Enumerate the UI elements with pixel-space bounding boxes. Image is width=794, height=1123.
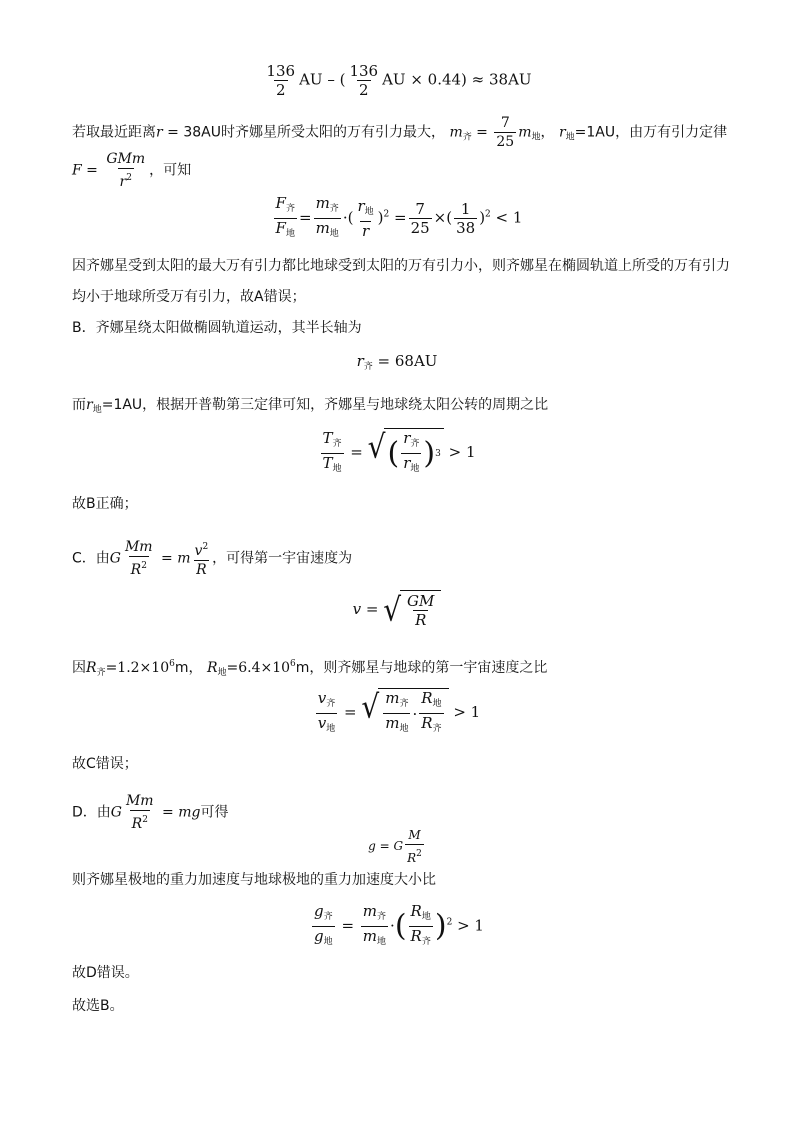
math-token: 25 — [496, 134, 515, 150]
math-token: 齐 — [326, 698, 336, 709]
math-token: 2 — [446, 917, 453, 928]
math-part — [316, 689, 338, 738]
math-token: 2 — [275, 81, 286, 99]
equation-distance — [0, 62, 794, 99]
text-line: 故选B。 — [72, 998, 124, 1014]
math-token: GMm — [106, 151, 146, 167]
math-token: R — [410, 927, 422, 945]
text-line: 均小于地球所受万有引力，故A错误； — [72, 289, 306, 305]
math-token: m — [315, 219, 330, 237]
math-token: = — [471, 124, 488, 141]
math-token: =6.4×10 — [226, 660, 291, 676]
math-token: m， — [174, 660, 203, 676]
math-token: m — [449, 124, 463, 141]
math-part — [123, 538, 155, 579]
math-token: = G — [375, 839, 404, 853]
math-token: R — [421, 689, 433, 707]
text-line — [72, 538, 352, 579]
text-line: 则齐娜星极地的重力加速度与地球极地的重力加速度大小比 — [72, 872, 436, 888]
text-line — [72, 654, 547, 683]
math-token: ) — [377, 208, 384, 227]
math-token: m — [518, 124, 532, 141]
math-token: 2 — [485, 209, 491, 220]
math-part — [314, 194, 341, 218]
math-token: m — [362, 902, 378, 920]
math-token: 而 — [72, 397, 86, 413]
math-part: $\frac{m_齐}{m_地}$ · $\frac{R_地}{R_齐}$ — [378, 688, 448, 738]
math-token: 齐 — [96, 668, 106, 678]
math-part — [321, 429, 344, 478]
math-token: 齐 — [410, 439, 420, 449]
math-token: r — [156, 124, 163, 141]
math-token: 齐 — [332, 438, 342, 449]
math-token: T — [322, 453, 333, 472]
math-token: r — [119, 174, 127, 190]
equation-gravity-ratio: $\frac{g_齐}{g_地}$ = $\frac{m_齐}{m_地}$ ·( $\frac{R_地}{R_齐}$ )$^2$ > 1 — [0, 902, 794, 951]
math-token: =1.2×10 — [105, 660, 170, 676]
math-part — [274, 194, 297, 243]
math-part — [454, 200, 477, 237]
math-token: 2 — [126, 173, 132, 183]
math-part: ) — [423, 435, 436, 471]
text-line — [72, 395, 548, 420]
math-token: 齐 — [432, 724, 442, 734]
math-token: 地 — [285, 229, 295, 239]
math-token: 2 — [383, 209, 390, 220]
math-token: 齐 — [462, 132, 472, 143]
math-part: √ — [383, 590, 402, 629]
math-part — [419, 713, 443, 738]
math-token: g — [368, 839, 376, 853]
text-line: 故C错误； — [72, 756, 138, 772]
math-part — [312, 902, 335, 926]
math-token: r — [558, 124, 566, 141]
math-token: G — [110, 804, 122, 821]
math-token: F — [72, 162, 82, 179]
equation-gravity — [0, 826, 794, 867]
math-token: 地 — [92, 405, 102, 415]
math-part — [405, 844, 424, 867]
math-token: 地 — [364, 207, 374, 217]
math-part — [274, 194, 297, 218]
math-token: 7 — [415, 200, 425, 218]
math-token: r — [403, 454, 411, 472]
math-token: ×( — [433, 208, 453, 227]
math-part: ( — [387, 435, 400, 471]
fraction — [347, 62, 380, 99]
math-token: v — [352, 600, 362, 618]
math-token: R — [131, 816, 143, 832]
text-line — [72, 150, 191, 191]
math-token: = — [156, 550, 178, 567]
math-token: 地 — [217, 668, 227, 678]
math-part — [409, 902, 433, 951]
math-part: ) — [434, 908, 447, 944]
math-token: 齐 — [377, 912, 387, 922]
math-part — [384, 428, 443, 478]
math-part — [401, 429, 421, 453]
math-part — [321, 429, 344, 453]
math-token: 7 — [500, 115, 510, 131]
math-token: 地 — [410, 464, 420, 474]
math-token: = mg — [157, 804, 201, 821]
math-token: r — [86, 397, 93, 413]
math-part — [361, 902, 388, 951]
math-token: m — [385, 714, 400, 732]
math-token: 齐 — [421, 937, 431, 947]
math-token: GM — [407, 592, 435, 610]
math-token: D．由 — [72, 804, 111, 821]
math-token: R — [196, 562, 207, 578]
text-line: 因齐娜星受到太阳的最大万有引力都比地球受到太阳的万有引力小，则齐娜星在椭圆轨道上所受的万有引力 — [72, 258, 730, 274]
math-part — [321, 453, 344, 478]
math-token: = 68AU — [372, 352, 438, 370]
text-line: 故B正确； — [72, 496, 138, 512]
math-part — [361, 902, 388, 926]
math-token: 2 — [142, 815, 148, 825]
math-token: = — [361, 600, 384, 618]
math-token: 1 — [460, 200, 471, 218]
math-token: 25 — [410, 219, 430, 237]
math-token: R — [415, 611, 427, 629]
math-part — [316, 689, 338, 713]
math-token: < 1 — [490, 208, 523, 227]
math-token: m — [362, 927, 378, 945]
math-token: T — [322, 428, 333, 447]
fraction — [264, 62, 297, 99]
math-token: 地 — [531, 132, 541, 143]
math-token: 6 — [290, 659, 296, 669]
math-token: 38 — [456, 219, 476, 237]
math-part — [401, 429, 421, 478]
math-token: 齐 — [329, 204, 339, 214]
math-token: = — [81, 162, 103, 179]
math-token: 因 — [72, 660, 86, 676]
math-token: F — [275, 194, 286, 212]
math-token: m — [177, 550, 191, 567]
text-line: B．齐娜星绕太阳做椭圆轨道运动，其半长轴为 — [72, 320, 362, 336]
math-token: 2 — [358, 81, 369, 99]
math-part — [383, 713, 410, 738]
math-token: Mm — [124, 539, 153, 555]
math-part: √ — [367, 427, 386, 466]
math-token: R — [407, 851, 417, 865]
math-part — [129, 556, 149, 579]
math-token: g — [314, 902, 324, 920]
math-part — [368, 428, 444, 478]
math-token: 2 — [141, 561, 147, 571]
math-token: = — [394, 208, 407, 227]
math-token: r — [361, 222, 370, 240]
math-part — [409, 926, 433, 951]
math-token: R — [421, 714, 433, 732]
math-token: 可得 — [200, 804, 229, 821]
math-part — [409, 200, 432, 237]
math-token: r — [356, 352, 364, 370]
math-token: 6 — [169, 659, 175, 669]
math-part — [314, 194, 341, 243]
math-part — [316, 713, 338, 738]
equation-semi-major-axis — [0, 352, 794, 372]
math-part — [401, 453, 421, 478]
math-token: 齐 — [399, 699, 409, 709]
math-part — [312, 902, 335, 951]
math-token: 地 — [421, 912, 431, 922]
math-part: ( — [394, 908, 407, 944]
math-part — [361, 926, 388, 951]
math-token: 地 — [332, 463, 342, 474]
fraction — [104, 150, 147, 191]
math-token: 地 — [399, 724, 409, 734]
math-token: ，可知 — [149, 162, 192, 179]
math-token: C．由 — [72, 550, 110, 567]
math-token: v — [317, 713, 327, 732]
math-part — [383, 689, 410, 738]
equation-force-ratio: $\frac{F_齐}{F_地}$ = $\frac{m_齐}{m_地}$ ·( $\frac{r_地}{r}$ )$^2$ = $\frac{7}{25}$ ×( $\frac{1}{38}$ )$^2$ < 1 — [0, 194, 794, 243]
math-token: Mm — [125, 793, 154, 809]
math-part — [405, 592, 436, 629]
math-part: √ — [361, 687, 380, 726]
math-token: 2 — [416, 849, 422, 859]
math-token: 若取最近距离 — [72, 124, 156, 141]
fraction — [494, 114, 516, 151]
math-token: 地 — [326, 723, 336, 734]
math-part — [193, 538, 211, 560]
math-part — [409, 902, 433, 926]
math-token: G — [109, 550, 121, 567]
math-token: g — [314, 927, 324, 945]
math-token: 3 — [435, 448, 441, 459]
math-token: 地 — [377, 937, 387, 947]
math-token: 地 — [323, 937, 333, 947]
math-token: R — [130, 562, 142, 578]
math-part — [419, 689, 443, 738]
math-token: ， — [540, 124, 555, 141]
math-token: – ( — [322, 70, 346, 89]
equation-first-cosmic-velocity — [0, 590, 794, 630]
math-part — [405, 826, 424, 867]
math-token: F — [275, 219, 286, 237]
text-line: 故D错误。 — [72, 965, 139, 981]
math-token: 齐 — [323, 912, 333, 922]
math-part — [193, 538, 211, 579]
math-part — [383, 590, 441, 630]
math-token: 136 — [266, 62, 296, 80]
equation-velocity-ratio: $\frac{v_齐}{v_地}$ = √ $\frac{m_齐}{m_地}$ · $\frac{R_地}{R_齐}$ > 1 — [0, 688, 794, 738]
math-token: 齐 — [285, 204, 295, 214]
math-token: v — [317, 688, 327, 707]
math-token: 136 — [349, 62, 379, 80]
math-part — [314, 218, 341, 243]
math-token: R — [86, 660, 97, 676]
math-part — [118, 168, 134, 191]
math-part — [419, 689, 443, 713]
math-part — [400, 590, 441, 630]
math-token: > 1 — [452, 916, 484, 935]
math-token: m，则齐娜星与地球的第一宇宙速度之比 — [295, 660, 548, 676]
math-token: AU — [299, 70, 323, 89]
math-part — [312, 926, 335, 951]
math-part — [355, 197, 375, 221]
math-token: AU × 0.44) ≈ 38AU — [382, 70, 532, 89]
math-token: R — [206, 660, 218, 676]
math-token: r — [357, 197, 365, 215]
text-line — [72, 114, 727, 151]
math-token: 地 — [565, 132, 575, 143]
math-token: > 1 — [443, 443, 476, 461]
math-part — [361, 688, 448, 738]
math-token: =1AU，由万有引力定律 — [574, 124, 728, 141]
math-token: 地 — [432, 699, 442, 709]
math-token: ·( — [342, 208, 354, 227]
math-part — [355, 197, 375, 240]
math-part — [383, 689, 410, 713]
equation-period-ratio: $\frac{T_齐}{T_地}$ = √ ( $\frac{r_齐}{r_地}$ ) 3 > 1 — [0, 428, 794, 478]
math-token: m — [385, 689, 400, 707]
math-part — [274, 218, 297, 243]
math-token: > 1 — [448, 703, 481, 721]
math-token: 2 — [202, 542, 209, 552]
math-token: =1AU，根据开普勒第三定律可知，齐娜星与地球绕太阳公转的周期之比 — [101, 397, 549, 413]
math-token: 齐 — [363, 362, 373, 372]
math-token: m — [315, 194, 330, 212]
math-token: = 38AU时齐娜星所受太阳的万有引力最大， — [162, 124, 445, 141]
math-token: R — [410, 902, 422, 920]
math-token: r — [403, 429, 411, 447]
math-token: ，可得第一宇宙速度为 — [212, 550, 353, 567]
math-token: 地 — [329, 229, 339, 239]
math-token: v — [194, 543, 203, 559]
math-token: M — [408, 828, 421, 842]
